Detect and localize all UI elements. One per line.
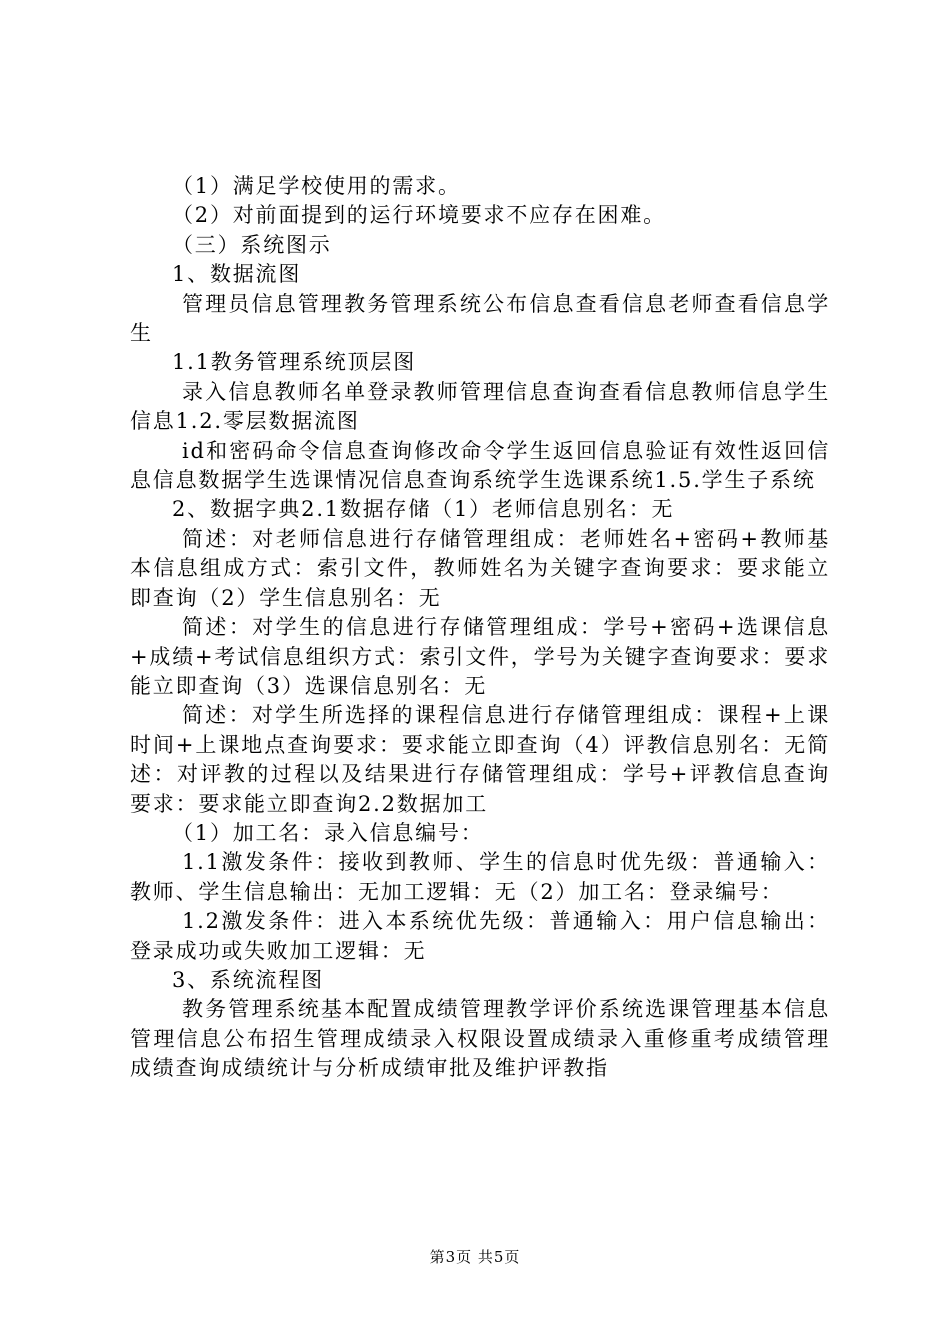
subheading-data-dictionary: 2、数据字典2.1数据存储（1）老师信息别名：无: [172, 497, 675, 522]
paragraph-course-info: 简述：对学生所选择的课程信息进行存储管理组成：课程+上课时间+上课地点查询要求：要求能立即查询（4）评教信息别名：无简述：对评教的过程以及结果进行存储管理组成：学号+评教信息查询要求：要求能立即查询2.2数据加工: [130, 703, 830, 816]
paragraph-student-info: 简述：对学生的信息进行存储管理组成：学号+密码+选课信息+成绩+考试信息组织方式：索引文件，学号为关键字查询要求：要求能立即查询（3）选课信息别名：无: [130, 615, 830, 698]
document-body: [130, 172, 830, 1084]
subheading-top-level: 1.1教务管理系统顶层图: [172, 350, 416, 375]
subheading-data-flow: 1、数据流图: [172, 262, 302, 287]
paragraph-process-1: （1）加工名：录入信息编号：: [172, 820, 484, 845]
paragraph-process-1-detail: 1.1激发条件：接收到教师、学生的信息时优先级：普通输入：教师、学生信息输出：无加工逻辑：无（2）加工名：登录编号：: [130, 850, 830, 904]
subheading-system-flowchart: 3、系统流程图: [172, 967, 324, 992]
section-heading-system-diagram: （三）系统图示: [172, 232, 332, 257]
paragraph-teacher-info: 简述：对老师信息进行存储管理组成：老师姓名+密码+教师基本信息组成方式：索引文件，教师姓名为关键字查询要求：要求能立即查询（2）学生信息别名：无: [130, 526, 830, 610]
paragraph-student-subsystem: id和密码命令信息查询修改命令学生返回信息验证有效性返回信息信息数据学生选课情况信息查询系统学生选课系统1.5.学生子系统: [130, 438, 830, 493]
paragraph-2: （2）对前面提到的运行环境要求不应存在困难。: [172, 203, 666, 228]
paragraph-system-flowchart: 教务管理系统基本配置成绩管理教学评价系统选课管理基本信息管理信息公布招生管理成绩录入权限设置成绩录入重修重考成绩管理成绩查询成绩统计与分析成绩审批及维护评教指: [130, 997, 830, 1081]
paragraph-process-2-detail: 1.2激发条件：进入本系统优先级：普通输入：用户信息输出：登录成功或失败加工逻辑：无: [130, 909, 830, 963]
page-number-footer: 第3页 共5页: [429, 1248, 521, 1266]
paragraph-top-level: 录入信息教师名单登录教师管理信息查询查看信息教师信息学生信息1.2.零层数据流图: [130, 379, 830, 434]
paragraph-data-flow: 管理员信息管理教务管理系统公布信息查看信息老师查看信息学生: [130, 291, 830, 346]
paragraph-1: （1）满足学校使用的需求。: [172, 174, 461, 198]
